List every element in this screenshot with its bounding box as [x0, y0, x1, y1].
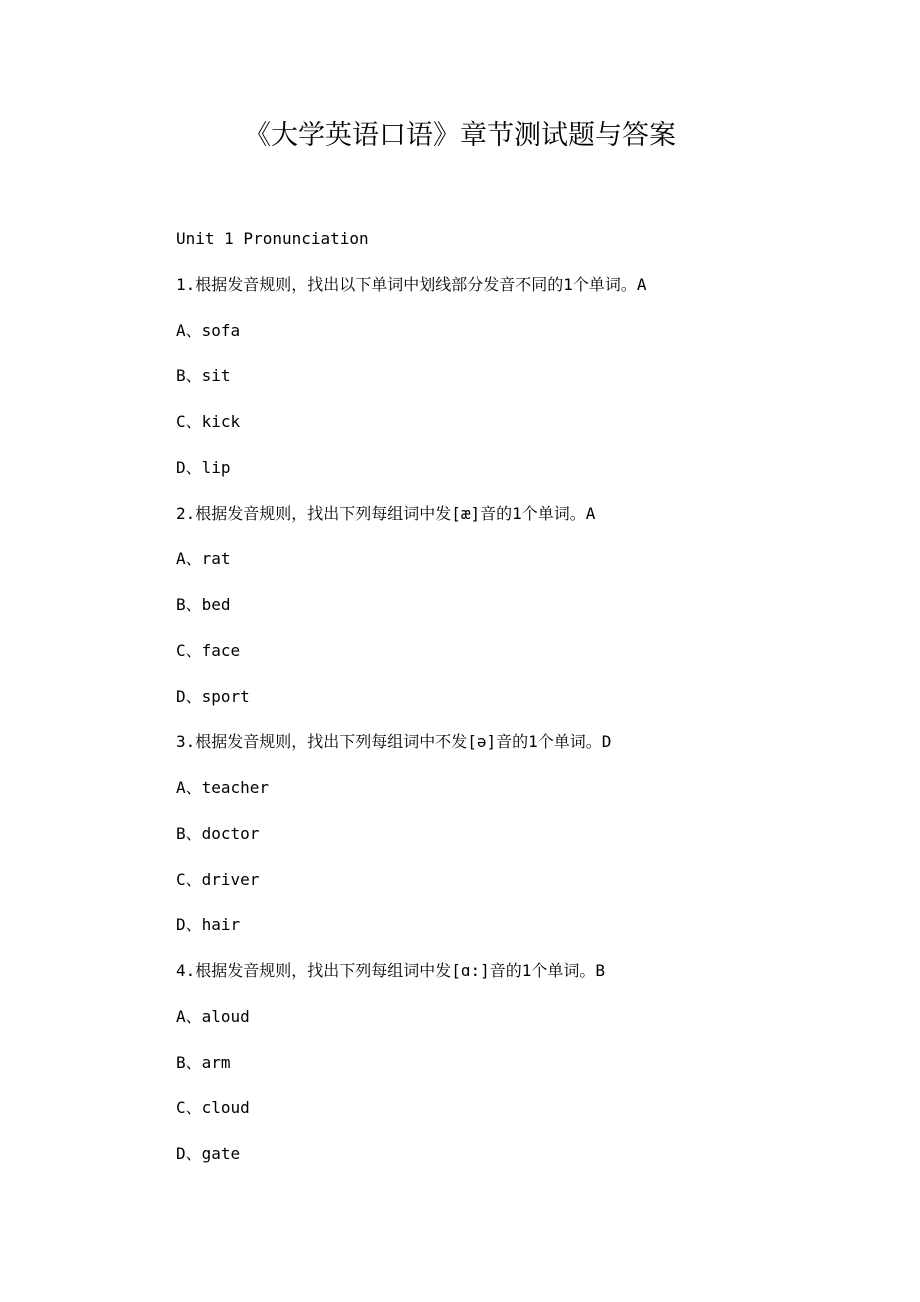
- question-3-stem: 3.根据发音规则，找出下列每组词中不发[ə]音的1个单词。D: [176, 732, 612, 752]
- question-2-stem: 2.根据发音规则，找出下列每组词中发[æ]音的1个单词。A: [176, 503, 596, 523]
- question-3-option-a: A、teacher: [176, 778, 270, 797]
- unit-heading: Unit 1 Pronunciation: [176, 229, 369, 248]
- question-3-option-c: C、driver: [176, 869, 260, 889]
- question-2-option-b: B、bed: [176, 595, 231, 614]
- question-4-option-b: B、arm: [176, 1052, 231, 1072]
- document-title: 《大学英语口语》章节测试题与答案: [244, 120, 676, 151]
- question-2-option-d: D、sport: [176, 686, 250, 706]
- question-4-option-a: A、aloud: [176, 1006, 250, 1026]
- question-2-option-a: A、rat: [176, 549, 231, 569]
- question-3-option-b: B、doctor: [176, 823, 260, 843]
- question-1-option-c: C、kick: [176, 412, 241, 431]
- question-4-option-d: D、gate: [176, 1144, 241, 1163]
- question-1-option-d: D、lip: [176, 457, 231, 477]
- question-1-option-b: B、sit: [176, 366, 231, 386]
- question-1-option-a: A、sofa: [176, 320, 241, 340]
- question-2-option-c: C、face: [176, 640, 241, 660]
- question-4-stem: 4.根据发音规则，找出下列每组词中发[ɑ:]音的1个单词。B: [176, 961, 606, 980]
- question-4-option-c: C、cloud: [176, 1098, 250, 1118]
- question-3-option-d: D、hair: [176, 915, 241, 935]
- document-body: [176, 228, 876, 1189]
- question-1-stem: 1.根据发音规则，找出以下单词中划线部分发音不同的1个单词。A: [176, 274, 647, 294]
